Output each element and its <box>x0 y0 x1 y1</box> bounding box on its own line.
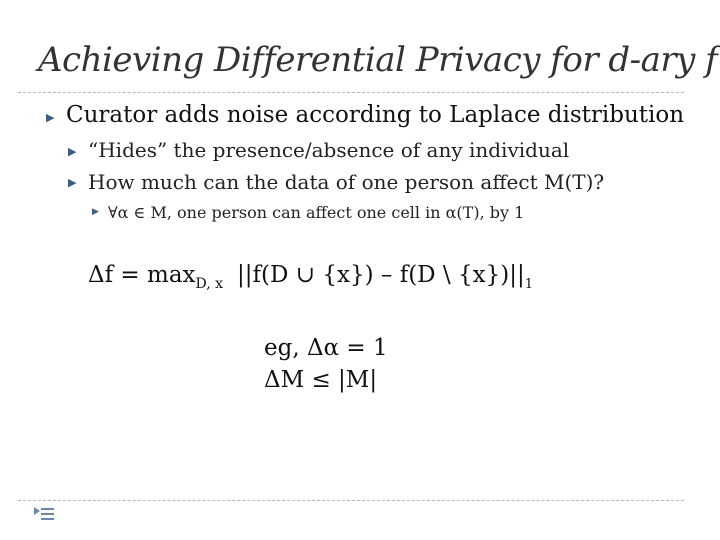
triangle-right-icon: ▶ <box>68 145 77 158</box>
footer-divider <box>18 500 684 501</box>
bullet-level2-item: “Hides” the presence/absence of any individual <box>88 138 570 162</box>
formula-norm-subscript: 1 <box>524 277 533 292</box>
formula-body: ||f(D ∪ {x}) – f(D \ {x})|| <box>237 262 525 288</box>
example-line: ΔM ≤ |M| <box>264 367 378 393</box>
triangle-right-icon: ▶ <box>92 207 99 217</box>
slide-title: Achieving Differential Privacy for d-ary f <box>38 40 718 80</box>
bullet-level2-item: How much can the data of one person affect M(T)? <box>88 170 605 194</box>
title-divider <box>18 92 684 93</box>
example-line: eg, Δα = 1 <box>264 335 388 361</box>
bullet-level3: ∀α ∈ M, one person can affect one cell in α(T), by 1 <box>108 203 525 222</box>
triangle-right-icon: ▶ <box>46 111 55 124</box>
formula-subscript: D, x <box>195 276 224 292</box>
menu-icon[interactable] <box>32 505 56 525</box>
triangle-right-icon: ▶ <box>68 176 77 189</box>
formula-lhs: Δf = max <box>88 262 196 288</box>
bullet-level1: Curator adds noise according to Laplace distribution <box>66 102 685 128</box>
sensitivity-formula <box>88 262 533 292</box>
